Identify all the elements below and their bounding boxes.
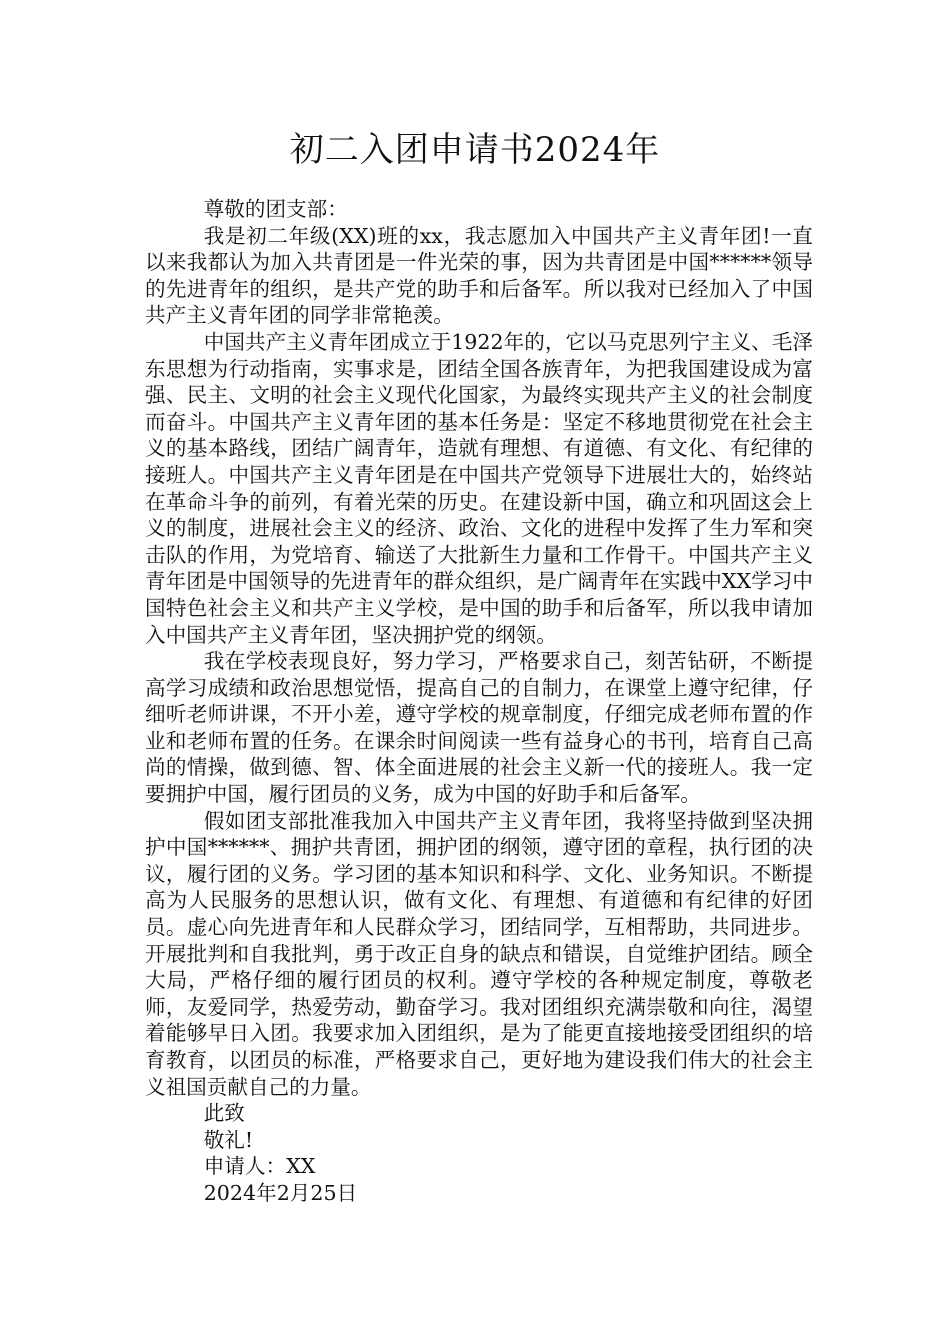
paragraph-1: 我是初二年级(XX)班的xx，我志愿加入中国共产主义青年团!一直以来我都认为加入共青团是一件光荣的事，因为共青团是中国******领导的先进青年的组织，是共产党的助手和后备军。所以我对已经加入了中国共产主义青年团的同学非常艳羡。 [145,223,813,328]
closing-line: 此致 [203,1101,245,1126]
paragraph-2: 中国共产主义青年团成立于1922年的，它以马克思列宁主义、毛泽东思想为行动指南，实事求是，团结全国各族青年，为把我国建设成为富强、民主、文明的社会主义现代化国家，为最终实现共产主义的社会制度而奋斗。中国共产主义青年团的基本任务是：坚定不移地贯彻党在社会主义的基本路线，团结广阔青年，造就有理想、有道德、有文化、有纪律的接班人。中国共产主义青年团是在中国共产党领导下进展壮大的，始终站在革命斗争的前列，有着光荣的历史。在建设新中国，确立和巩固这会上义的制度，进展社会主义的经济、政治、文化的进程中发挥了生力军和突击队的作用，为党培育、输送了大批新生力量和工作骨干。中国共产主义青年团是中国领导的先进青年的群众组织，是广阔青年在实践中XX学习中国特色社会主义和共产主义学校，是中国的助手和后备军，所以我申请加入中国共产主义青年团，坚决拥护党的纲领。 [145,329,813,647]
paragraph-3: 我在学校表现良好，努力学习，严格要求自己，刻苦钻研，不断提高学习成绩和政治思想觉悟，提高自己的自制力，在课堂上遵守纪律，仔细听老师讲课，不开小差，遵守学校的规章制度，仔细完成老师布置的作业和老师布置的任务。在课余时间阅读一些有益身心的书刊，培育自己高尚的情操，做到德、智、体全面进展的社会主义新一代的接班人。我一定要拥护中国，履行团员的义务，成为中国的好助手和后备军。 [145,649,813,807]
document-body [145,196,813,1207]
salutation: 尊敬的团支部： [203,197,348,221]
date-line: 2024年2月25日 [203,1180,358,1205]
document-title: 初二入团申请书2024年 [289,130,661,170]
regards-line: 敬礼! [203,1127,254,1152]
applicant-line: 申请人：XX [203,1154,316,1179]
paragraph-4: 假如团支部批准我加入中国共产主义青年团，我将坚持做到坚决拥护中国******、拥护共青团，拥护团的纲领，遵守团的章程，执行团的决议，履行团的义务。学习团的基本知识和科学、文化、业务知识。不断提高为人民服务的思想认识，做有文化、有理想、有道德和有纪律的好团员。虚心向先进青年和人民群众学习，团结同学，互相帮助，共同进步。开展批判和自我批判，勇于改正自身的缺点和错误，自觉维护团结。顾全大局，严格仔细的履行团员的权利。遵守学校的各种规定制度，尊敬老师，友爱同学，热爱劳动，勤奋学习。我对团组织充满崇敬和向往，渴望着能够早日入团。我要求加入团组织，是为了能更直接地接受团组织的培育教育，以团员的标准，严格要求自己，更好地为建设我们伟大的社会主义祖国贡献自己的力量。 [145,808,813,1099]
